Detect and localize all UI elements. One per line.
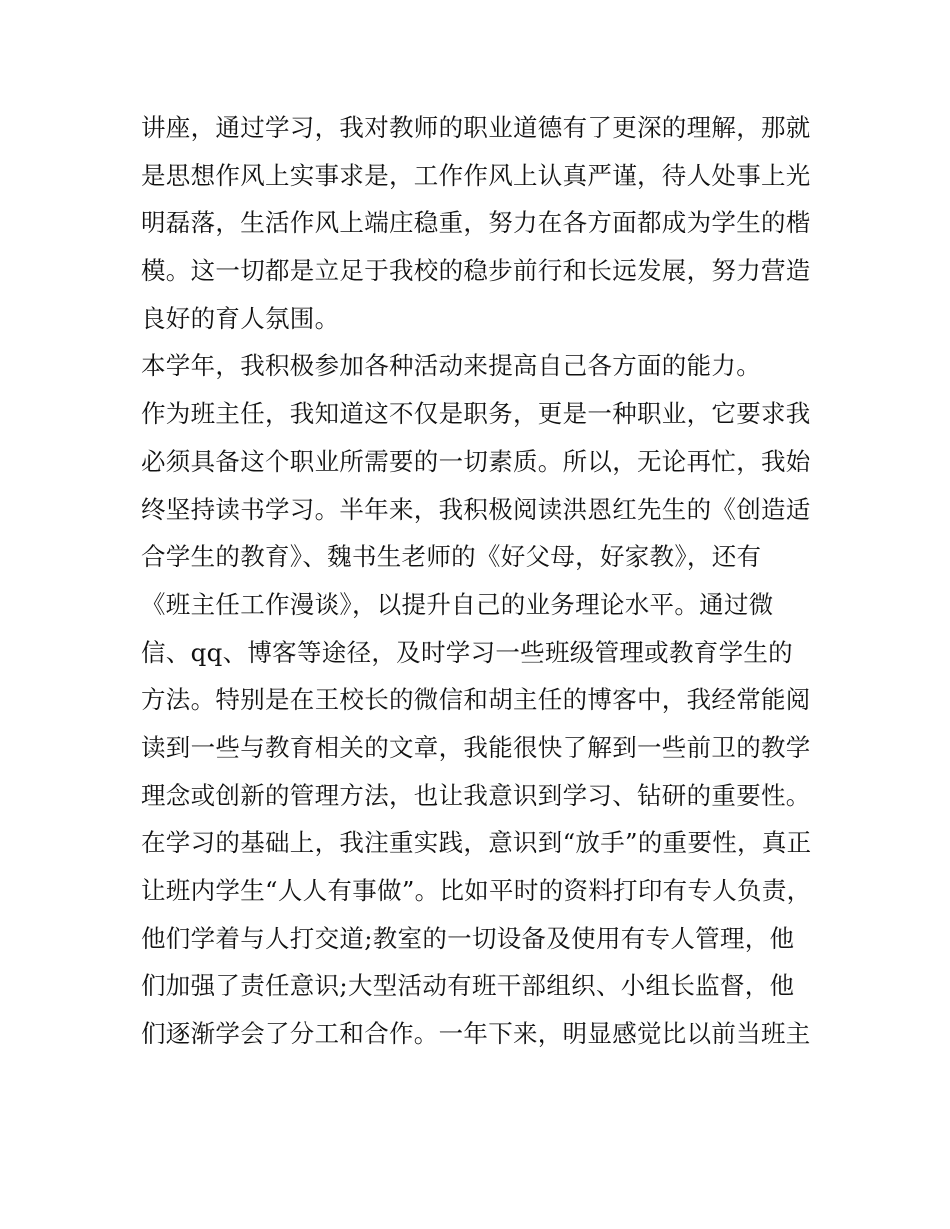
text-line: 讲座，通过学习，我对教师的职业道德有了更深的理解，那就	[141, 113, 811, 142]
text-line: 终坚持读书学习。半年来，我积极阅读洪恩红先生的《创造适	[141, 494, 811, 524]
document-body	[141, 104, 821, 1058]
text-line: 合学生的教育》、魏书生老师的《好父母，好家教》，还有	[141, 542, 762, 572]
text-line: 本学年，我积极参加各种活动来提高自己各方面的能力。	[141, 351, 761, 381]
text-line: 必须具备这个职业所需要的一切素质。所以，无论再忙，我始	[141, 446, 811, 476]
text-line: 信、qq、博客等途径，及时学习一些班级管理或教育学生的	[141, 637, 793, 667]
text-line: 模。这一切都是立足于我校的稳步前行和长远发展，努力营造	[141, 256, 811, 286]
text-line: 明磊落，生活作风上端庄稳重，努力在各方面都成为学生的楷	[141, 208, 811, 238]
text-line: 让班内学生“人人有事做”。比如平时的资料打印有专人负责，	[141, 876, 812, 905]
text-line: 作为班主任，我知道这不仅是职务，更是一种职业，它要求我	[141, 399, 811, 429]
text-line: 读到一些与教育相关的文章，我能很快了解到一些前卫的教学	[141, 732, 811, 762]
text-line: 理念或创新的管理方法，也让我意识到学习、钻研的重要性。	[141, 780, 811, 810]
text-line: 良好的育人氛围。	[141, 303, 340, 333]
text-line: 在学习的基础上，我注重实践，意识到“放手”的重要性，真正	[141, 828, 812, 858]
text-line: 们加强了责任意识;大型活动有班干部组织、小组长监督，他	[141, 971, 795, 1001]
text-line: 们逐渐学会了分工和合作。一年下来，明显感觉比以前当班主	[141, 1019, 811, 1049]
text-line: 是思想作风上实事求是，工作作风上认真严谨，待人处事上光	[141, 160, 811, 190]
text-line: 他们学着与人打交道;教室的一切设备及使用有专人管理，他	[141, 923, 795, 953]
text-line: 方法。特别是在王校长的微信和胡主任的博客中，我经常能阅	[141, 685, 811, 715]
text-line: 《班主任工作漫谈》，以提升自己的业务理论水平。通过微	[141, 589, 774, 619]
